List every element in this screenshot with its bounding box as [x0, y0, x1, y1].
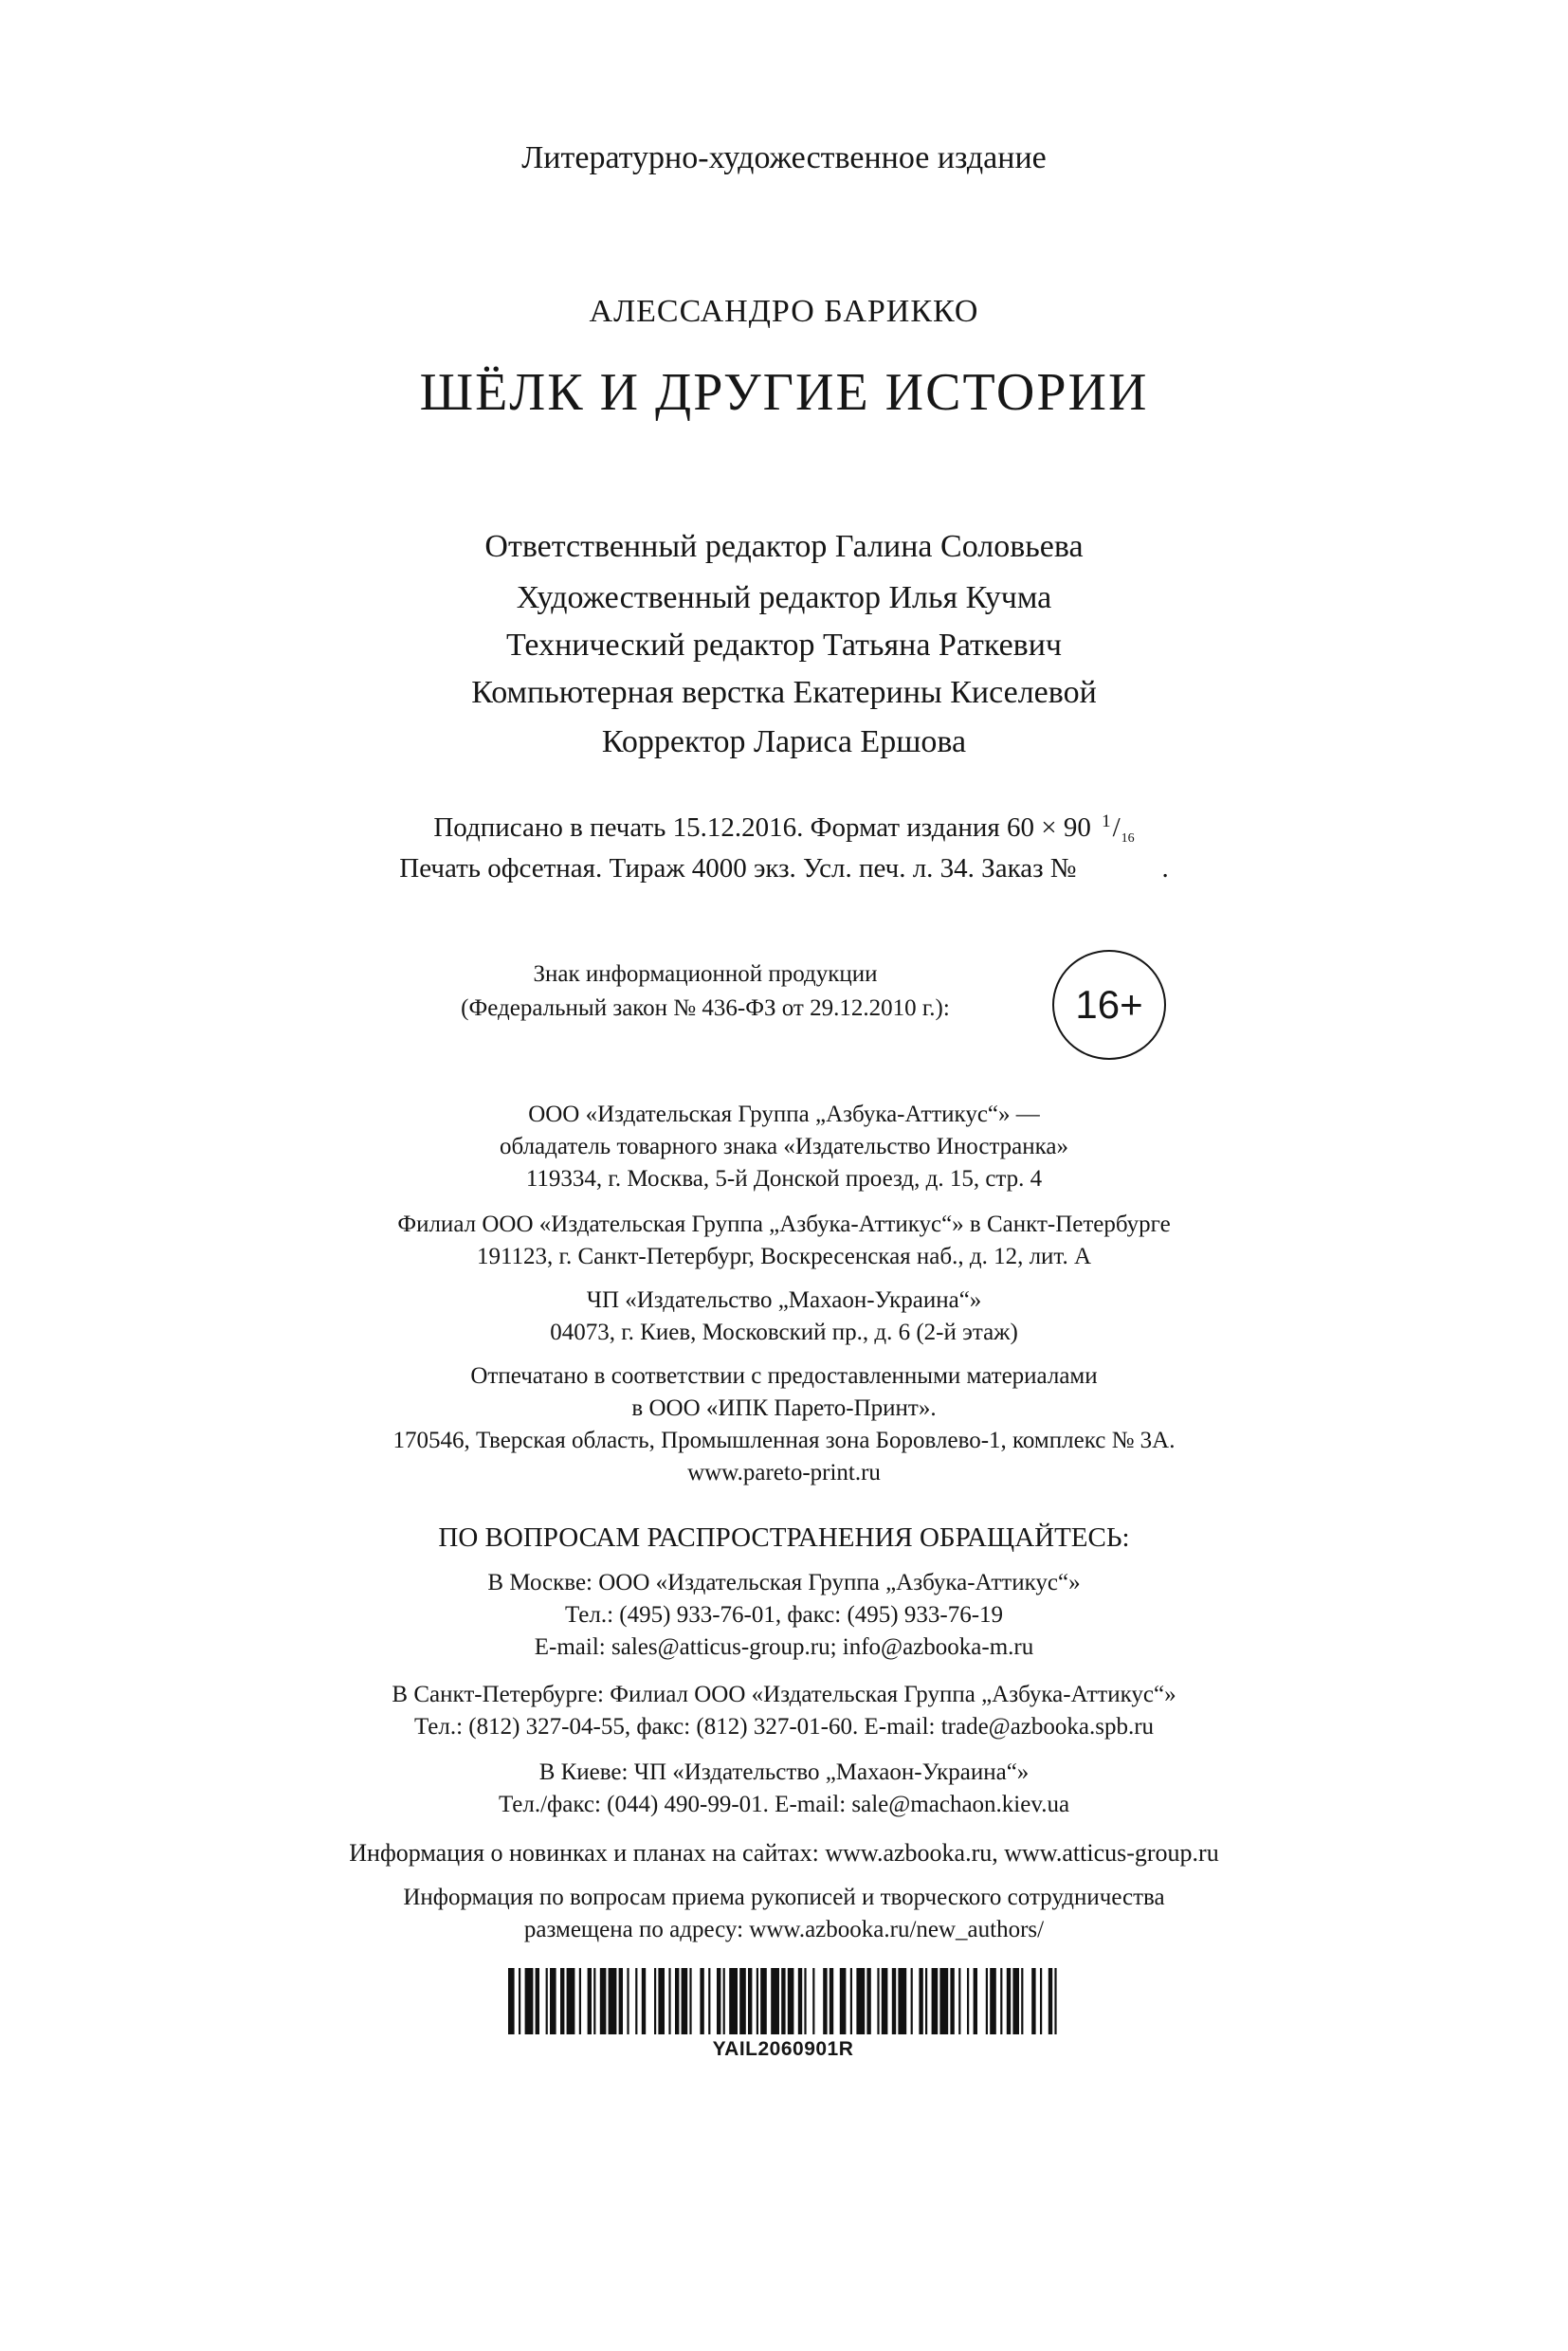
- barcode-bar: [1054, 1968, 1056, 2034]
- barcode-bar: [1012, 1968, 1019, 2034]
- barcode-bar: [550, 1968, 556, 2034]
- manuscripts-info: размещена по адресу: www.azbooka.ru/new_authors/: [523, 1917, 1045, 1942]
- barcode-bar: [748, 1968, 752, 2034]
- barcode-bar: [877, 1968, 879, 2034]
- barcode-bar: [560, 1968, 564, 2034]
- print-run-end: .: [1161, 853, 1169, 884]
- barcode-bar: [729, 1968, 738, 2034]
- barcode-bar: [588, 1968, 592, 2034]
- distribution-heading: ПО ВОПРОСАМ РАСПРОСТРАНЕНИЯ ОБРАЩАЙТЕСЬ:: [438, 1522, 1130, 1553]
- barcode-bar: [609, 1968, 617, 2034]
- barcode: [508, 1968, 1058, 2034]
- barcode-number: YAIL2060901R: [712, 2038, 854, 2060]
- barcode-bar: [723, 1968, 725, 2034]
- distribution-line: Тел./факс: (044) 490-99-01. E-mail: sale@machaon.kiev.ua: [498, 1792, 1070, 1817]
- printer-line: в ООО «ИПК Парето-Принт».: [631, 1395, 937, 1421]
- credit-layout: Компьютерная верстка Екатерины Киселевой: [471, 675, 1097, 710]
- barcode-bar: [675, 1968, 679, 2034]
- barcode-bar: [974, 1968, 977, 2034]
- barcode-bar: [668, 1968, 670, 2034]
- credit-proofreader: Корректор Лариса Ершова: [601, 724, 967, 759]
- distribution-line: Тел.: (495) 933-76-01, факс: (495) 933-76-19: [564, 1602, 1004, 1628]
- barcode-bar: [525, 1968, 534, 2034]
- barcode-bar: [700, 1968, 703, 2034]
- distribution-line: E-mail: sales@atticus-group.ru; info@azbooka-m.ru: [534, 1634, 1034, 1660]
- info-sign-line-2: (Федеральный закон № 436-ФЗ от 29.12.2010 г.):: [461, 995, 950, 1021]
- barcode-bar: [958, 1968, 960, 2034]
- barcode-bar: [882, 1968, 888, 2034]
- barcode-bar: [1031, 1968, 1035, 2034]
- credit-art-editor: Художественный редактор Илья Кучма: [516, 580, 1052, 615]
- barcode-bar: [950, 1968, 954, 2034]
- barcode-bar: [654, 1968, 656, 2034]
- format-fraction-slash: /: [1112, 812, 1121, 843]
- barcode-bar: [1040, 1968, 1042, 2034]
- print-signed-line: [0, 811, 1568, 847]
- ukraine-publisher-line: ЧП «Издательство „Махаон-Украина“»: [586, 1287, 982, 1313]
- credit-technical-editor: Технический редактор Татьяна Раткевич: [505, 628, 1063, 663]
- barcode-bar: [771, 1968, 779, 2034]
- barcode-bar: [757, 1968, 758, 2034]
- barcode-bar: [850, 1968, 852, 2034]
- websites-info: Информация о новинках и планах на сайтах: www.azbooka.ru, www.atticus-group.ru: [349, 1839, 1219, 1867]
- barcode-bar: [519, 1968, 520, 2034]
- barcode-bar: [892, 1968, 896, 2034]
- barcode-bar: [804, 1968, 806, 2034]
- info-product-sign: [398, 957, 1012, 1026]
- barcode-bar: [708, 1968, 710, 2034]
- barcode-bar: [986, 1968, 988, 2034]
- branch-address: 191123, г. Санкт-Петербург, Воскресенская наб., д. 12, лит. А: [476, 1244, 1092, 1269]
- barcode-bar: [635, 1968, 637, 2034]
- barcode-bar: [658, 1968, 665, 2034]
- print-run-text: Печать офсетная. Тираж 4000 экз. Усл. печ. л. 34. Заказ №: [399, 853, 1077, 884]
- barcode-bar: [717, 1968, 720, 2034]
- barcode-bar: [911, 1968, 913, 2034]
- distribution-line: Тел.: (812) 327-04-55, факс: (812) 327-01-60. E-mail: trade@azbooka.spb.ru: [413, 1714, 1155, 1740]
- barcode-bar: [798, 1968, 802, 2034]
- barcode-bar: [567, 1968, 575, 2034]
- barcode-bar: [1021, 1968, 1023, 2034]
- barcode-bar: [546, 1968, 548, 2034]
- distribution-line: В Санкт-Петербурге: Филиал ООО «Издательская Группа „Азбука-Аттикус“»: [392, 1682, 1176, 1707]
- barcode-bar: [689, 1968, 691, 2034]
- distribution-line: В Москве: ООО «Издательская Группа „Азбука-Аттикус“»: [487, 1570, 1081, 1595]
- printer-line: Отпечатано в соответствии с предоставленными материалами: [470, 1363, 1098, 1389]
- barcode-bar: [812, 1968, 814, 2034]
- print-signed-text: Подписано в печать 15.12.2016. Формат издания 60 × 90: [433, 812, 1099, 843]
- printer-address: 170546, Тверская область, Промышленная зона Боровлево-1, комплекс № 3А.: [392, 1428, 1176, 1453]
- barcode-bar: [990, 1968, 996, 2034]
- barcode-bar: [760, 1968, 767, 2034]
- barcode-bar: [967, 1968, 969, 2034]
- barcode-bar: [619, 1968, 623, 2034]
- format-fraction-numerator: 1: [1102, 811, 1111, 831]
- distribution-line: В Киеве: ЧП «Издательство „Махаон-Украина“»: [538, 1759, 1030, 1785]
- author-name: АЛЕССАНДРО БАРИККО: [589, 294, 979, 329]
- ukraine-publisher-address: 04073, г. Киев, Московский пр., д. 6 (2-й этаж): [550, 1320, 1018, 1345]
- edition-type: Литературно-художественное издание: [521, 140, 1047, 175]
- print-run-line: [0, 853, 1568, 884]
- barcode-bar: [600, 1968, 607, 2034]
- barcode-bar: [1048, 1968, 1052, 2034]
- barcode-bar: [536, 1968, 539, 2034]
- format-fraction-denominator: 16: [1121, 831, 1135, 846]
- barcode-bar: [919, 1968, 922, 2034]
- barcode-bar: [1000, 1968, 1002, 2034]
- barcode-bar: [866, 1968, 870, 2034]
- barcode-bar: [856, 1968, 865, 2034]
- barcode-bar: [1007, 1968, 1011, 2034]
- manuscripts-info: Информация по вопросам приема рукописей и творческого сотрудничества: [403, 1885, 1165, 1910]
- publisher-line: ООО «Издательская Группа „Азбука-Аттикус“» —: [528, 1102, 1040, 1127]
- barcode-bar: [925, 1968, 927, 2034]
- credit-responsible-editor: Ответственный редактор Галина Соловьева: [484, 529, 1084, 564]
- barcode-bar: [682, 1968, 688, 2034]
- barcode-bar: [788, 1968, 794, 2034]
- barcode-bar: [830, 1968, 833, 2034]
- barcode-bar: [579, 1968, 581, 2034]
- barcode-bar: [932, 1968, 939, 2034]
- age-rating-badge: 16+: [1052, 950, 1166, 1060]
- barcode-bar: [739, 1968, 746, 2034]
- barcode-bar: [781, 1968, 785, 2034]
- barcode-bar: [508, 1968, 515, 2034]
- printer-website: www.pareto-print.ru: [687, 1460, 881, 1485]
- publisher-address: 119334, г. Москва, 5-й Донской проезд, д. 15, стр. 4: [525, 1166, 1043, 1192]
- branch-line: Филиал ООО «Издательская Группа „Азбука-Аттикус“» в Санкт-Петербурге: [397, 1212, 1171, 1237]
- barcode-bar: [627, 1968, 629, 2034]
- barcode-bar: [593, 1968, 595, 2034]
- barcode-bar: [898, 1968, 906, 2034]
- book-title: ШЁЛК И ДРУГИЕ ИСТОРИИ: [419, 363, 1149, 422]
- barcode-bar: [642, 1968, 646, 2034]
- info-sign-line-1: Знак информационной продукции: [533, 961, 878, 987]
- publisher-line: обладатель товарного знака «Издательство Иностранка»: [499, 1134, 1069, 1159]
- barcode-bar: [823, 1968, 827, 2034]
- barcode-bar: [840, 1968, 847, 2034]
- barcode-bar: [939, 1968, 948, 2034]
